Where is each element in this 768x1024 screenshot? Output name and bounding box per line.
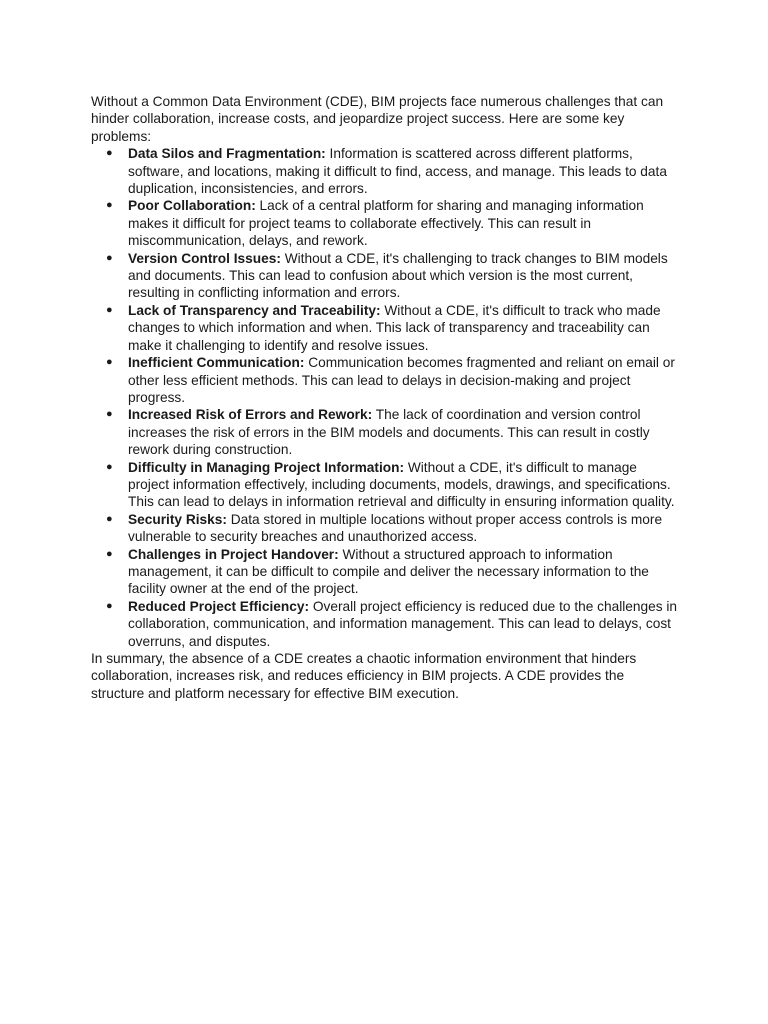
item-text: Lack of a central platform for sharing and managing information makes it difficult for project teams to collaborate effectively. This can result in miscommunication, delays, and rework. [128, 198, 644, 249]
item-text: Without a CDE, it's challenging to track changes to BIM models and documents. This can lead to confusion about which version is the most current, resulting in conflicting information and errors. [128, 250, 668, 301]
list-item [106, 145, 680, 197]
item-text: Communication becomes fragmented and reliant on email or other less efficient methods. This can lead to delays in decision-making and project progress. [128, 355, 675, 405]
bullet-icon: ● [106, 512, 113, 525]
item-term: Reduced Project Efficiency: [128, 598, 310, 614]
bullet-icon: ● [106, 199, 113, 212]
item-text: Without a structured approach to information management, it can be difficult to compile and deliver the necessary information to the facility owner at the end of the project. [128, 546, 649, 597]
bullet-icon: ● [106, 147, 113, 160]
item-term: Difficulty in Managing Project Information: [128, 459, 405, 475]
item-term: Challenges in Project Handover: [128, 546, 339, 562]
list-item [106, 354, 680, 406]
problems-list [91, 145, 680, 650]
item-term: Data Silos and Fragmentation: [128, 146, 326, 162]
list-item [106, 197, 680, 249]
list-item [106, 250, 680, 302]
bullet-icon: ● [106, 408, 113, 421]
bullet-icon: ● [106, 599, 113, 612]
list-item [106, 302, 680, 354]
list-item [106, 511, 680, 546]
item-term: Poor Collaboration: [128, 198, 256, 214]
list-item [106, 459, 680, 511]
summary-paragraph: In summary, the absence of a CDE creates a chaotic information environment that hinders collaboration, increases risk, and reduces efficiency in BIM projects. A CDE provides the structure and platform necessary for effective BIM execution. [91, 651, 637, 701]
item-text: Without a CDE, it's difficult to manage project information effectively, including documents, models, drawings, and specifications. This can lead to delays in information retrieval and difficulty in ensuring information quality. [128, 459, 675, 510]
bullet-icon: ● [106, 460, 113, 473]
item-text: Information is scattered across different platforms, software, and locations, making it difficult to find, access, and manage. This leads to data duplication, inconsistencies, and errors. [128, 146, 667, 197]
item-term: Inefficient Communication: [128, 355, 305, 371]
item-term: Increased Risk of Errors and Rework: [128, 407, 373, 423]
list-item [106, 598, 680, 650]
bullet-icon: ● [106, 303, 113, 316]
item-text: Overall project efficiency is reduced due to the challenges in collaboration, communication, and information management. This can lead to delays, cost overruns, and disputes. [128, 598, 678, 649]
bullet-icon: ● [106, 251, 113, 264]
bullet-icon: ● [106, 356, 113, 369]
list-item [106, 406, 680, 458]
item-term: Lack of Transparency and Traceability: [128, 302, 381, 318]
item-term: Version Control Issues: [128, 250, 281, 266]
item-term: Security Risks: [128, 511, 227, 527]
intro-paragraph: Without a Common Data Environment (CDE), BIM projects face numerous challenges that can hinder collaboration, increase costs, and jeopardize project success. Here are some key problems: [91, 94, 664, 144]
item-text: The lack of coordination and version control increases the risk of errors in the BIM models and documents. This can result in costly rework during construction. [128, 407, 650, 458]
item-text: Without a CDE, it's difficult to track who made changes to which information and when. This lack of transparency and traceability can make it challenging to identify and resolve issues. [128, 302, 661, 353]
item-text: Data stored in multiple locations without proper access controls is more vulnerable to security breaches and unauthorized access. [128, 511, 663, 545]
list-item [106, 546, 680, 598]
bullet-icon: ● [106, 547, 113, 560]
